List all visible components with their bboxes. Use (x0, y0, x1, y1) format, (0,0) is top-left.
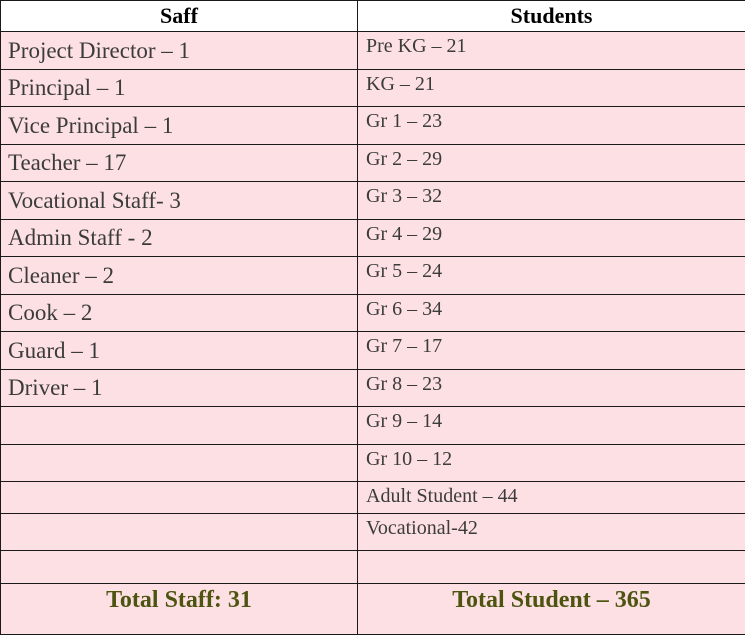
table-row (1, 407, 745, 445)
students-cell: Pre KG – 21 (358, 32, 745, 70)
table-row (1, 551, 745, 584)
staff-cell: Teacher – 17 (1, 145, 358, 182)
staff-cell: Principal – 1 (1, 70, 358, 107)
students-cell: Gr 4 – 29 (358, 220, 745, 257)
students-column-header: Students (358, 1, 745, 32)
students-cell: Vocational-42 (358, 514, 745, 551)
staff-cell: Project Director – 1 (1, 32, 358, 70)
students-cell: Gr 9 – 14 (358, 407, 745, 445)
staff-cell: Vocational Staff- 3 (1, 182, 358, 220)
table-row (1, 332, 745, 370)
students-cell: Gr 8 – 23 (358, 370, 745, 407)
totals-row (1, 584, 745, 635)
table-row (1, 145, 745, 182)
table-row (1, 295, 745, 332)
staff-cell: Guard – 1 (1, 332, 358, 370)
table-row (1, 514, 745, 551)
staff-cell (1, 407, 358, 445)
table-row (1, 257, 745, 295)
table-row (1, 70, 745, 107)
students-cell: Gr 3 – 32 (358, 182, 745, 220)
table-row (1, 107, 745, 145)
students-cell: Gr 10 – 12 (358, 445, 745, 482)
table-row (1, 445, 745, 482)
total-students: Total Student – 365 (358, 584, 745, 635)
students-cell: Gr 1 – 23 (358, 107, 745, 145)
staff-cell: Driver – 1 (1, 370, 358, 407)
table-row (1, 32, 745, 70)
table-row (1, 220, 745, 257)
staff-cell: Admin Staff - 2 (1, 220, 358, 257)
staff-cell (1, 551, 358, 584)
students-cell: Adult Student – 44 (358, 482, 745, 514)
students-cell: Gr 2 – 29 (358, 145, 745, 182)
students-cell: Gr 7 – 17 (358, 332, 745, 370)
staff-cell: Cook – 2 (1, 295, 358, 332)
staff-cell: Vice Principal – 1 (1, 107, 358, 145)
students-cell: KG – 21 (358, 70, 745, 107)
table-row (1, 370, 745, 407)
staff-cell (1, 445, 358, 482)
staff-column-header: Saff (1, 1, 358, 32)
header-row (1, 1, 745, 32)
staff-cell (1, 514, 358, 551)
total-staff: Total Staff: 31 (1, 584, 358, 635)
students-cell: Gr 5 – 24 (358, 257, 745, 295)
staff-cell: Cleaner – 2 (1, 257, 358, 295)
students-cell: Gr 6 – 34 (358, 295, 745, 332)
table-row (1, 482, 745, 514)
students-cell (358, 551, 745, 584)
table-row (1, 182, 745, 220)
staff-cell (1, 482, 358, 514)
